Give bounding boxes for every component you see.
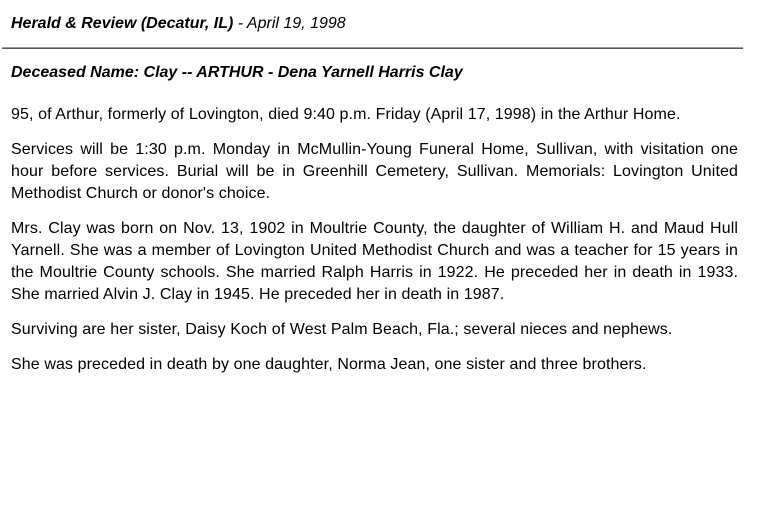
obituary-paragraph: Services will be 1:30 p.m. Monday in McMullin-Young Funeral Home, Sullivan, with visitation one hour before services. Burial will be in Greenhill Cemetery, Sullivan. Memorials: Lovington United Methodist Church or donor's choice.	[11, 141, 738, 202]
obituary-paragraph: Surviving are her sister, Daisy Koch of West Palm Beach, Fla.; several nieces and nephews.	[11, 321, 673, 338]
header-separator: -	[233, 15, 247, 32]
obituary-paragraph: 95, of Arthur, formerly of Lovington, died 9:40 p.m. Friday (April 17, 1998) in the Arthur Home.	[11, 106, 681, 123]
article-header	[11, 15, 346, 33]
obituary-body	[11, 104, 738, 389]
publication-name: Herald & Review (Decatur, IL)	[11, 15, 234, 32]
deceased-name-heading: Deceased Name: Clay -- ARTHUR - Dena Yarnell Harris Clay	[11, 64, 463, 81]
header-divider	[2, 47, 743, 49]
obituary-paragraph: Mrs. Clay was born on Nov. 13, 1902 in Moultrie County, the daughter of William H. and Maud Hull Yarnell. She was a member of Lovington United Methodist Church and was a teacher for 15 years in the Moultrie County schools. She married Ralph Harris in 1922. He preceded her in death in 1933. She married Alvin J. Clay in 1945. He preceded her in death in 1987.	[11, 220, 738, 303]
publication-date: April 19, 1998	[246, 15, 346, 32]
obituary-paragraph: She was preceded in death by one daughter, Norma Jean, one sister and three brothers.	[11, 356, 647, 373]
